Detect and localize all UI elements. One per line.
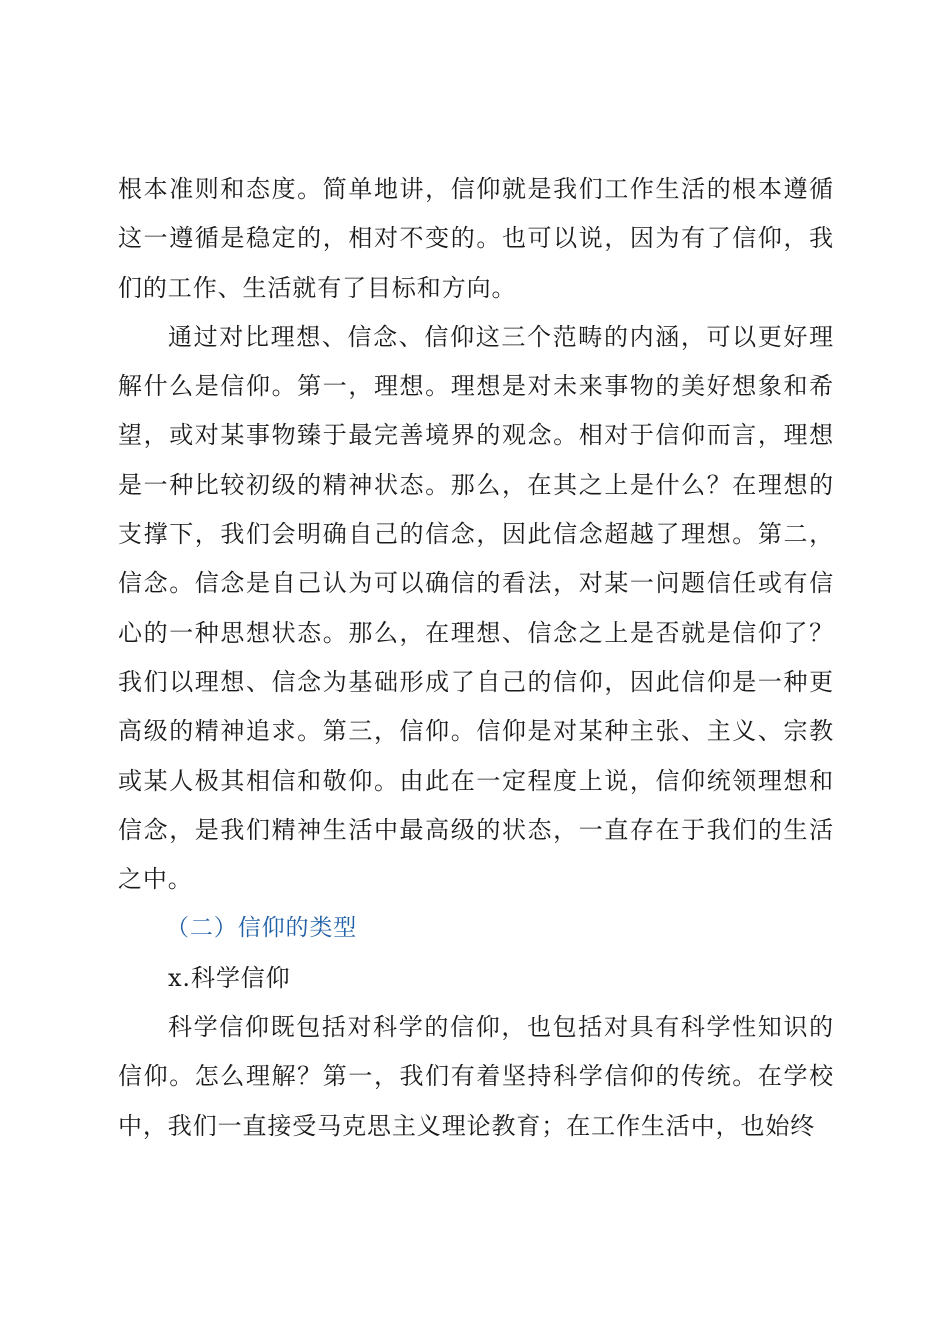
paragraph-comparison: 通过对比理想、信念、信仰这三个范畴的内涵，可以更好理解什么是信仰。第一，理想。理想是对未来事物的美好想象和希望，或对某事物臻于最完善境界的观念。相对于信仰而言，理想是一种比较初级的精神状态。那么，在其之上是什么？在理想的支撑下，我们会明确自己的信念，因此信念超越了理想。第二，信念。信念是自己认为可以确信的看法，对某一问题信任或有信心的一种思想状态。那么，在理想、信念之上是否就是信仰了？我们以理想、信念为基础形成了自己的信仰，因此信仰是一种更高级的精神追求。第三，信仰。信仰是对某种主张、主义、宗教或某人极其相信和敬仰。由此在一定程度上说，信仰统领理想和信念，是我们精神生活中最高级的状态，一直存在于我们的生活之中。 (118, 322, 834, 894)
document-body (118, 165, 834, 1151)
subsection-heading: x.科学信仰 (168, 963, 291, 992)
paragraph-continuation: 根本准则和态度。简单地讲，信仰就是我们工作生活的根本遵循这一遵循是稳定的，相对不变的。也可以说，因为有了信仰，我们的工作、生活就有了目标和方向。 (118, 175, 834, 302)
paragraph-scientific-belief: 科学信仰既包括对科学的信仰，也包括对具有科学性知识的信仰。怎么理解？第一，我们有着坚持科学信仰的传统。在学校中，我们一直接受马克思主义理论教育；在工作生活中，也始终 (118, 1013, 834, 1140)
section-heading: （二）信仰的类型 (166, 915, 358, 942)
